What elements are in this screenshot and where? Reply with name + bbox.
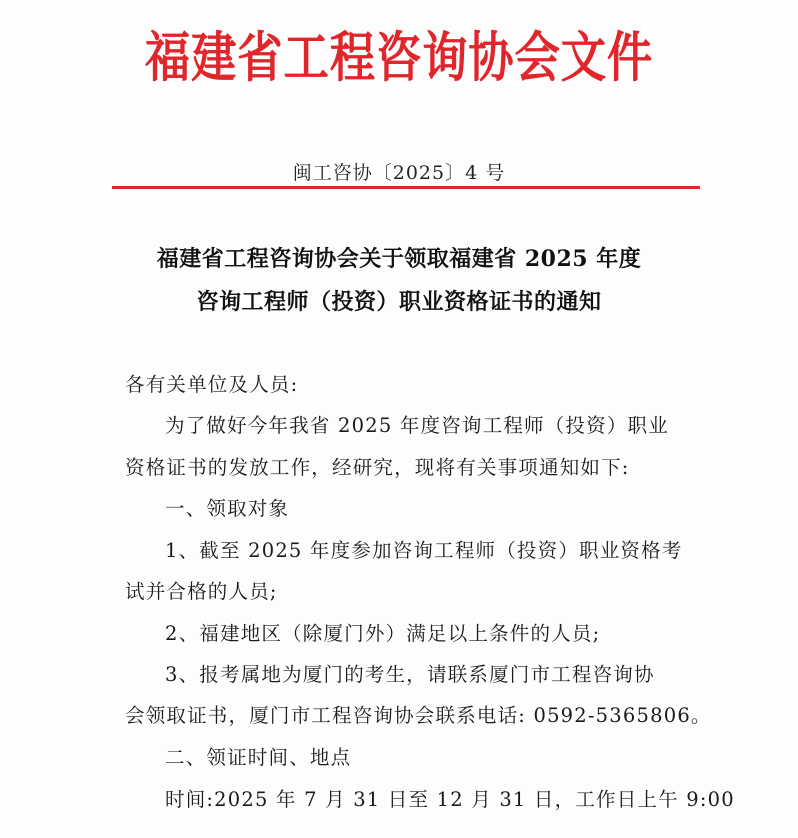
notice-title-line-2: 咨询工程师（投资）职业资格证书的通知 xyxy=(196,289,602,315)
masthead-title: 福建省工程咨询协会文件 xyxy=(144,25,654,89)
item-2: 2、福建地区（除厦门外）满足以上条件的人员; xyxy=(165,622,601,645)
salutation: 各有关单位及人员: xyxy=(125,373,299,396)
notice-title-line-1: 福建省工程咨询协会关于领取福建省 2025 年度 xyxy=(156,246,642,272)
item-1-line-2: 试并合格的人员; xyxy=(125,580,278,603)
paragraph-1-line-1: 为了做好今年我省 2025 年度咨询工程师（投资）职业 xyxy=(165,414,669,437)
document-number: 闽工咨协〔2025〕4 号 xyxy=(292,162,506,184)
item-3-line-2: 会领取证书，厦门市工程咨询协会联系电话: 0592-5365806。 xyxy=(125,704,712,727)
item-3-line-1: 3、报考属地为厦门的考生，请联系厦门市工程咨询协 xyxy=(165,663,655,686)
item-1-line-1: 1、截至 2025 年度参加咨询工程师（投资）职业资格考 xyxy=(165,539,683,562)
section-1-heading: 一、领取对象 xyxy=(165,497,290,520)
red-divider-line xyxy=(112,186,700,189)
section-2-heading: 二、领证时间、地点 xyxy=(165,746,352,769)
paragraph-1-line-2: 资格证书的发放工作，经研究，现将有关事项通知如下: xyxy=(125,456,630,479)
time-line: 时间:2025 年 7 月 31 日至 12 月 31 日，工作日上午 9:00 xyxy=(165,788,735,811)
